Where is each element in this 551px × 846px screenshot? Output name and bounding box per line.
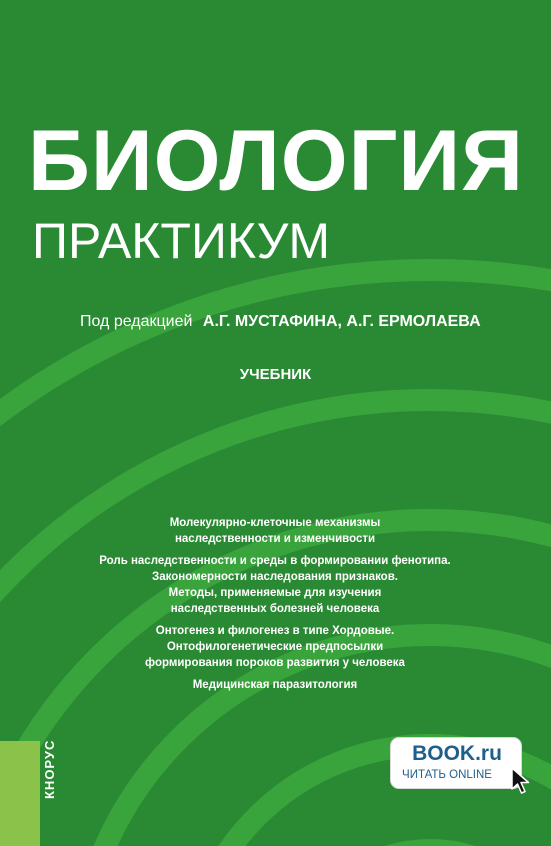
topic-line: формирования пороков развития у человека bbox=[145, 657, 405, 669]
topic-line: Закономерности наследования признаков. bbox=[152, 571, 398, 583]
topic-line: Методы, применяемые для изучения bbox=[168, 587, 382, 599]
book-kind: УЧЕБНИК bbox=[239, 366, 312, 383]
topic-line: Онтофилогенетические предпосылки bbox=[166, 641, 384, 653]
cursor-arrow-icon bbox=[510, 767, 532, 795]
book-title: БИОЛОГИЯ bbox=[28, 113, 524, 209]
topics-list bbox=[90, 515, 460, 699]
bookru-badge[interactable] bbox=[390, 737, 522, 789]
topic-line: Медицинская паразитология bbox=[192, 679, 358, 691]
topic-line: наследственных болезней человека bbox=[170, 603, 380, 615]
editors-prefix: Под редакцией bbox=[80, 313, 193, 330]
editors-line bbox=[80, 313, 481, 331]
publisher-name: КНОРУС bbox=[42, 739, 57, 799]
editors-names: А.Г. МУСТАФИНА, А.Г. ЕРМОЛАЕВА bbox=[202, 313, 481, 330]
topic-line: наследственности и изменчивости bbox=[174, 533, 376, 545]
topic-group bbox=[90, 515, 460, 547]
publisher-strip bbox=[0, 741, 40, 846]
bookru-tag: ЧИТАТЬ ONLINE bbox=[402, 769, 492, 781]
topic-line: Роль наследственности и среды в формировании фенотипа. bbox=[99, 555, 451, 567]
topic-group bbox=[90, 623, 460, 671]
topic-line: Молекулярно-клеточные механизмы bbox=[169, 517, 381, 529]
topic-line: Онтогенез и филогенез в типе Хордовые. bbox=[155, 625, 395, 637]
topic-group bbox=[90, 677, 460, 693]
topic-group bbox=[90, 553, 460, 617]
book-subtitle: ПРАКТИКУМ bbox=[32, 213, 330, 269]
bookru-name: BOOK.ru bbox=[412, 742, 502, 765]
